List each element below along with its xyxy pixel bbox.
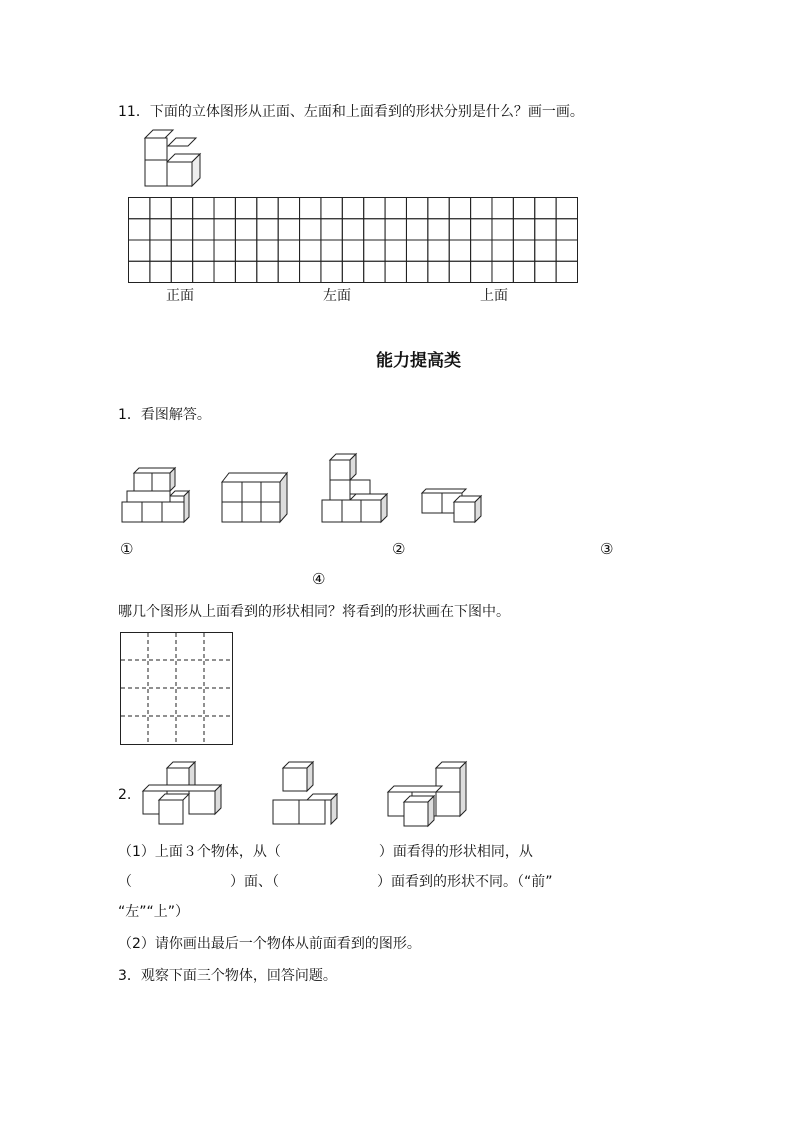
label-left: 左面 [323,288,351,304]
q2-line3: “左”“上”） [118,904,190,920]
q2-line4: （2）请你画出最后一个物体从前面看到的图形。 [118,936,421,952]
grid-cell [193,219,214,240]
q11-text: 11．下面的立体图形从正面、左面和上面看到的形状分别是什么？画一画。 [118,104,584,120]
grid-cell [513,261,534,282]
grid-cell [214,219,235,240]
figure-1-cubes [122,470,192,525]
grid-cell [513,198,534,219]
grid-cell [321,219,342,240]
label-front: 正面 [166,288,194,304]
q2-line2: （ ）面、（ ）面看到的形状不同。（“前” [118,874,553,890]
grid-cell [342,219,363,240]
grid-cell [214,198,235,219]
grid-cell [385,261,406,282]
q2-object-c [388,760,473,830]
grid-cell [171,261,192,282]
grid-cell [171,198,192,219]
grid-cell [492,198,513,219]
q1-question: 哪几个图形从上面看到的形状相同？将看到的形状画在下图中。 [118,604,510,620]
grid-cell [428,198,449,219]
grid-cell [214,261,235,282]
q2-object-b [273,760,348,830]
grid-cell [364,261,385,282]
grid-cell [342,261,363,282]
q2-object-a [143,760,228,830]
grid-cell [193,240,214,261]
grid-cell [385,240,406,261]
grid-cell [406,240,427,261]
grid-cell [171,219,192,240]
grid-cell [449,261,470,282]
marker-4: ④ [312,570,326,588]
grid-cell [471,261,492,282]
marker-1: ① [120,540,134,558]
grid-cell [193,261,214,282]
marker-2: ② [392,540,406,558]
grid-cell [449,240,470,261]
grid-cell [129,198,150,219]
q3-text: 3．观察下面三个物体，回答问题。 [118,968,337,984]
figure-3-cubes [322,450,392,525]
label-top: 上面 [480,288,508,304]
grid-cell [449,219,470,240]
grid-cell [278,198,299,219]
grid-cell [235,219,256,240]
grid-cell [300,240,321,261]
grid-cell [171,240,192,261]
grid-cell [406,198,427,219]
grid-cell [364,240,385,261]
grid-cell [406,219,427,240]
grid-cell [471,219,492,240]
grid-cell [492,240,513,261]
q1-text: 1．看图解答。 [118,407,211,423]
grid-cell [535,219,556,240]
grid-cell [406,261,427,282]
grid-cell [535,261,556,282]
grid-cell [364,198,385,219]
q1-dashed-grid [120,632,234,746]
grid-cell [129,219,150,240]
grid-cell [129,240,150,261]
grid-cell [321,261,342,282]
figure-4-cubes [420,488,485,528]
grid-cell [257,240,278,261]
grid-cell [300,219,321,240]
q2-line1: （1）上面３个物体，从（ ）面看得的形状相同，从 [118,844,533,860]
grid-cell [556,198,577,219]
grid-cell [214,240,235,261]
grid-cell [300,198,321,219]
marker-3: ③ [600,540,614,558]
grid-cell [235,261,256,282]
q2-number: 2. [118,787,132,803]
q11-drawing-grid [128,197,578,283]
grid-cell [471,198,492,219]
grid-cell [150,261,171,282]
grid-cell [257,261,278,282]
grid-cell [513,240,534,261]
grid-cell [556,240,577,261]
grid-cell [535,240,556,261]
grid-cell [556,261,577,282]
grid-cell [150,240,171,261]
grid-cell [492,261,513,282]
grid-cell [235,198,256,219]
grid-cell [278,240,299,261]
grid-cell [385,198,406,219]
grid-cell [321,240,342,261]
grid-cell [342,240,363,261]
grid-cell [193,198,214,219]
grid-cell [278,219,299,240]
section-title: 能力提高类 [376,351,461,371]
grid-cell [257,198,278,219]
grid-cell [449,198,470,219]
q11-cube-figure [140,132,210,192]
grid-cell [556,219,577,240]
grid-cell [129,261,150,282]
grid-cell [428,261,449,282]
grid-cell [385,219,406,240]
grid-cell [428,240,449,261]
grid-cell [535,198,556,219]
grid-cell [364,219,385,240]
grid-cell [342,198,363,219]
grid-cell [257,219,278,240]
grid-cell [492,219,513,240]
grid-cell [150,219,171,240]
grid-cell [321,198,342,219]
grid-cell [513,219,534,240]
grid-cell [278,261,299,282]
grid-cell [150,198,171,219]
grid-cell [471,240,492,261]
grid-cell [300,261,321,282]
grid-cell [428,219,449,240]
figure-2-cubes [222,470,292,525]
grid-cell [235,240,256,261]
